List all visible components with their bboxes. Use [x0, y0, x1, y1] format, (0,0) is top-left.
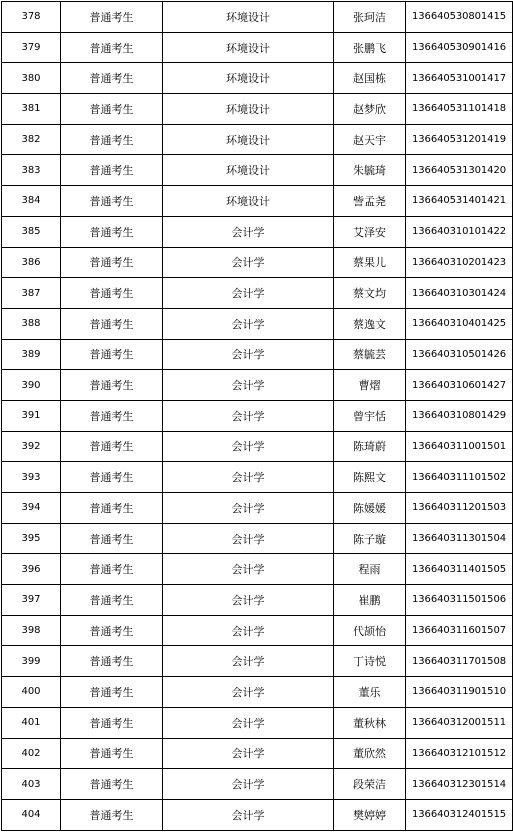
candidate-type-cell: 普通考生 — [61, 769, 163, 800]
row-number-cell: 390 — [2, 370, 61, 401]
row-number-cell: 398 — [2, 615, 61, 646]
row-number-cell: 380 — [2, 63, 61, 94]
candidate-name-cell: 陈媛媛 — [334, 493, 406, 524]
table-row — [2, 738, 513, 769]
exam-id-cell: 136640531201419 — [406, 124, 513, 155]
table-row — [2, 2, 513, 33]
exam-id-cell: 136640312101512 — [406, 738, 513, 769]
row-number-cell: 395 — [2, 523, 61, 554]
major-cell: 会计学 — [163, 677, 334, 708]
exam-id-cell: 136640312001511 — [406, 707, 513, 738]
candidate-type-cell: 普通考生 — [61, 339, 163, 370]
major-cell: 环境设计 — [163, 63, 334, 94]
major-cell: 会计学 — [163, 400, 334, 431]
major-cell: 会计学 — [163, 615, 334, 646]
exam-id-cell: 136640312401515 — [406, 799, 513, 830]
candidate-name-cell: 蔡毓芸 — [334, 339, 406, 370]
exam-id-cell: 136640312301514 — [406, 769, 513, 800]
table-row — [2, 554, 513, 585]
major-cell: 会计学 — [163, 431, 334, 462]
candidate-name-cell: 赵国栋 — [334, 63, 406, 94]
major-cell: 环境设计 — [163, 124, 334, 155]
table-row — [2, 646, 513, 677]
candidate-name-cell: 艾泽安 — [334, 216, 406, 247]
candidate-type-cell: 普通考生 — [61, 799, 163, 830]
candidate-type-cell: 普通考生 — [61, 400, 163, 431]
candidate-name-cell: 董乐 — [334, 677, 406, 708]
table-row — [2, 186, 513, 217]
candidate-type-cell: 普通考生 — [61, 615, 163, 646]
exam-id-cell: 136640530801415 — [406, 2, 513, 33]
exam-id-cell: 136640310201423 — [406, 247, 513, 278]
candidate-type-cell: 普通考生 — [61, 63, 163, 94]
exam-id-cell: 136640310601427 — [406, 370, 513, 401]
candidate-name-cell: 张鹏飞 — [334, 32, 406, 63]
table-row — [2, 677, 513, 708]
candidate-type-cell: 普通考生 — [61, 738, 163, 769]
table-row — [2, 339, 513, 370]
row-number-cell: 396 — [2, 554, 61, 585]
candidate-name-cell: 朱毓琦 — [334, 155, 406, 186]
table-row — [2, 370, 513, 401]
row-number-cell: 383 — [2, 155, 61, 186]
candidate-type-cell: 普通考生 — [61, 707, 163, 738]
exam-id-cell: 136640311901510 — [406, 677, 513, 708]
row-number-cell: 400 — [2, 677, 61, 708]
candidate-name-cell: 张珂洁 — [334, 2, 406, 33]
table-row — [2, 124, 513, 155]
candidate-name-cell: 陈熙文 — [334, 462, 406, 493]
candidate-type-cell: 普通考生 — [61, 646, 163, 677]
row-number-cell: 403 — [2, 769, 61, 800]
table-row — [2, 63, 513, 94]
candidate-name-cell: 董秋林 — [334, 707, 406, 738]
candidate-type-cell: 普通考生 — [61, 216, 163, 247]
candidate-type-cell: 普通考生 — [61, 370, 163, 401]
candidate-type-cell: 普通考生 — [61, 554, 163, 585]
table-row — [2, 400, 513, 431]
major-cell: 环境设计 — [163, 94, 334, 125]
candidate-name-cell: 蔡果儿 — [334, 247, 406, 278]
row-number-cell: 399 — [2, 646, 61, 677]
major-cell: 会计学 — [163, 462, 334, 493]
row-number-cell: 384 — [2, 186, 61, 217]
exam-id-cell: 136640311301504 — [406, 523, 513, 554]
candidate-name-cell: 曹熠 — [334, 370, 406, 401]
table-row — [2, 431, 513, 462]
row-number-cell: 392 — [2, 431, 61, 462]
candidate-type-cell: 普通考生 — [61, 94, 163, 125]
table-row — [2, 799, 513, 830]
table-row — [2, 155, 513, 186]
major-cell: 会计学 — [163, 707, 334, 738]
row-number-cell: 387 — [2, 278, 61, 309]
exam-id-cell: 136640310101422 — [406, 216, 513, 247]
exam-id-cell: 136640310301424 — [406, 278, 513, 309]
candidate-name-cell: 段荣洁 — [334, 769, 406, 800]
exam-id-cell: 136640531401421 — [406, 186, 513, 217]
exam-id-cell: 136640311201503 — [406, 493, 513, 524]
candidate-name-cell: 赵梦欣 — [334, 94, 406, 125]
table-row — [2, 769, 513, 800]
candidate-name-cell: 蔡逸文 — [334, 308, 406, 339]
candidate-type-cell: 普通考生 — [61, 523, 163, 554]
exam-id-cell: 136640531301420 — [406, 155, 513, 186]
exam-id-cell: 136640530901416 — [406, 32, 513, 63]
table-row — [2, 308, 513, 339]
table-row — [2, 707, 513, 738]
candidate-type-cell: 普通考生 — [61, 247, 163, 278]
candidate-name-cell: 程雨 — [334, 554, 406, 585]
major-cell: 环境设计 — [163, 155, 334, 186]
row-number-cell: 394 — [2, 493, 61, 524]
major-cell: 会计学 — [163, 554, 334, 585]
major-cell: 环境设计 — [163, 2, 334, 33]
exam-id-cell: 136640311001501 — [406, 431, 513, 462]
candidate-type-cell: 普通考生 — [61, 493, 163, 524]
candidate-name-cell: 樊婷婷 — [334, 799, 406, 830]
candidate-type-cell: 普通考生 — [61, 278, 163, 309]
exam-id-cell: 136640311501506 — [406, 585, 513, 616]
row-number-cell: 397 — [2, 585, 61, 616]
table-row — [2, 216, 513, 247]
major-cell: 会计学 — [163, 247, 334, 278]
candidate-type-cell: 普通考生 — [61, 677, 163, 708]
major-cell: 会计学 — [163, 738, 334, 769]
candidate-name-cell: 代颉怡 — [334, 615, 406, 646]
row-number-cell: 389 — [2, 339, 61, 370]
row-number-cell: 379 — [2, 32, 61, 63]
table-row — [2, 462, 513, 493]
exam-id-cell: 136640311701508 — [406, 646, 513, 677]
major-cell: 会计学 — [163, 799, 334, 830]
row-number-cell: 386 — [2, 247, 61, 278]
row-number-cell: 382 — [2, 124, 61, 155]
major-cell: 会计学 — [163, 216, 334, 247]
exam-id-cell: 136640310801429 — [406, 400, 513, 431]
row-number-cell: 393 — [2, 462, 61, 493]
table-row — [2, 585, 513, 616]
candidate-name-cell: 丁诗悦 — [334, 646, 406, 677]
table-row — [2, 247, 513, 278]
candidate-name-cell: 訾孟尧 — [334, 186, 406, 217]
major-cell: 环境设计 — [163, 186, 334, 217]
candidate-type-cell: 普通考生 — [61, 585, 163, 616]
major-cell: 会计学 — [163, 769, 334, 800]
candidate-type-cell: 普通考生 — [61, 2, 163, 33]
exam-id-cell: 136640311101502 — [406, 462, 513, 493]
exam-id-cell: 136640310401425 — [406, 308, 513, 339]
candidate-name-cell: 董欣然 — [334, 738, 406, 769]
exam-id-cell: 136640531101418 — [406, 94, 513, 125]
exam-id-cell: 136640311601507 — [406, 615, 513, 646]
candidate-type-cell: 普通考生 — [61, 308, 163, 339]
candidate-type-cell: 普通考生 — [61, 462, 163, 493]
candidate-type-cell: 普通考生 — [61, 124, 163, 155]
candidate-type-cell: 普通考生 — [61, 155, 163, 186]
major-cell: 会计学 — [163, 370, 334, 401]
major-cell: 会计学 — [163, 493, 334, 524]
candidate-list-table — [1, 1, 513, 831]
candidate-type-cell: 普通考生 — [61, 186, 163, 217]
major-cell: 会计学 — [163, 308, 334, 339]
table-row — [2, 493, 513, 524]
row-number-cell: 402 — [2, 738, 61, 769]
exam-id-cell: 136640311401505 — [406, 554, 513, 585]
row-number-cell: 381 — [2, 94, 61, 125]
row-number-cell: 391 — [2, 400, 61, 431]
major-cell: 会计学 — [163, 278, 334, 309]
major-cell: 会计学 — [163, 523, 334, 554]
candidate-name-cell: 赵天宇 — [334, 124, 406, 155]
row-number-cell: 388 — [2, 308, 61, 339]
exam-id-cell: 136640531001417 — [406, 63, 513, 94]
table-row — [2, 94, 513, 125]
row-number-cell: 385 — [2, 216, 61, 247]
table-row — [2, 615, 513, 646]
candidate-type-cell: 普通考生 — [61, 431, 163, 462]
major-cell: 会计学 — [163, 646, 334, 677]
table-row — [2, 32, 513, 63]
table-row — [2, 523, 513, 554]
candidate-name-cell: 蔡文均 — [334, 278, 406, 309]
candidate-type-cell: 普通考生 — [61, 32, 163, 63]
row-number-cell: 401 — [2, 707, 61, 738]
row-number-cell: 378 — [2, 2, 61, 33]
candidate-name-cell: 曾宇恬 — [334, 400, 406, 431]
major-cell: 会计学 — [163, 339, 334, 370]
exam-id-cell: 136640310501426 — [406, 339, 513, 370]
table-row — [2, 278, 513, 309]
candidate-name-cell: 崔鹏 — [334, 585, 406, 616]
row-number-cell: 404 — [2, 799, 61, 830]
major-cell: 会计学 — [163, 585, 334, 616]
candidate-name-cell: 陈子璇 — [334, 523, 406, 554]
major-cell: 环境设计 — [163, 32, 334, 63]
table-body — [2, 2, 513, 831]
candidate-name-cell: 陈琦蔚 — [334, 431, 406, 462]
